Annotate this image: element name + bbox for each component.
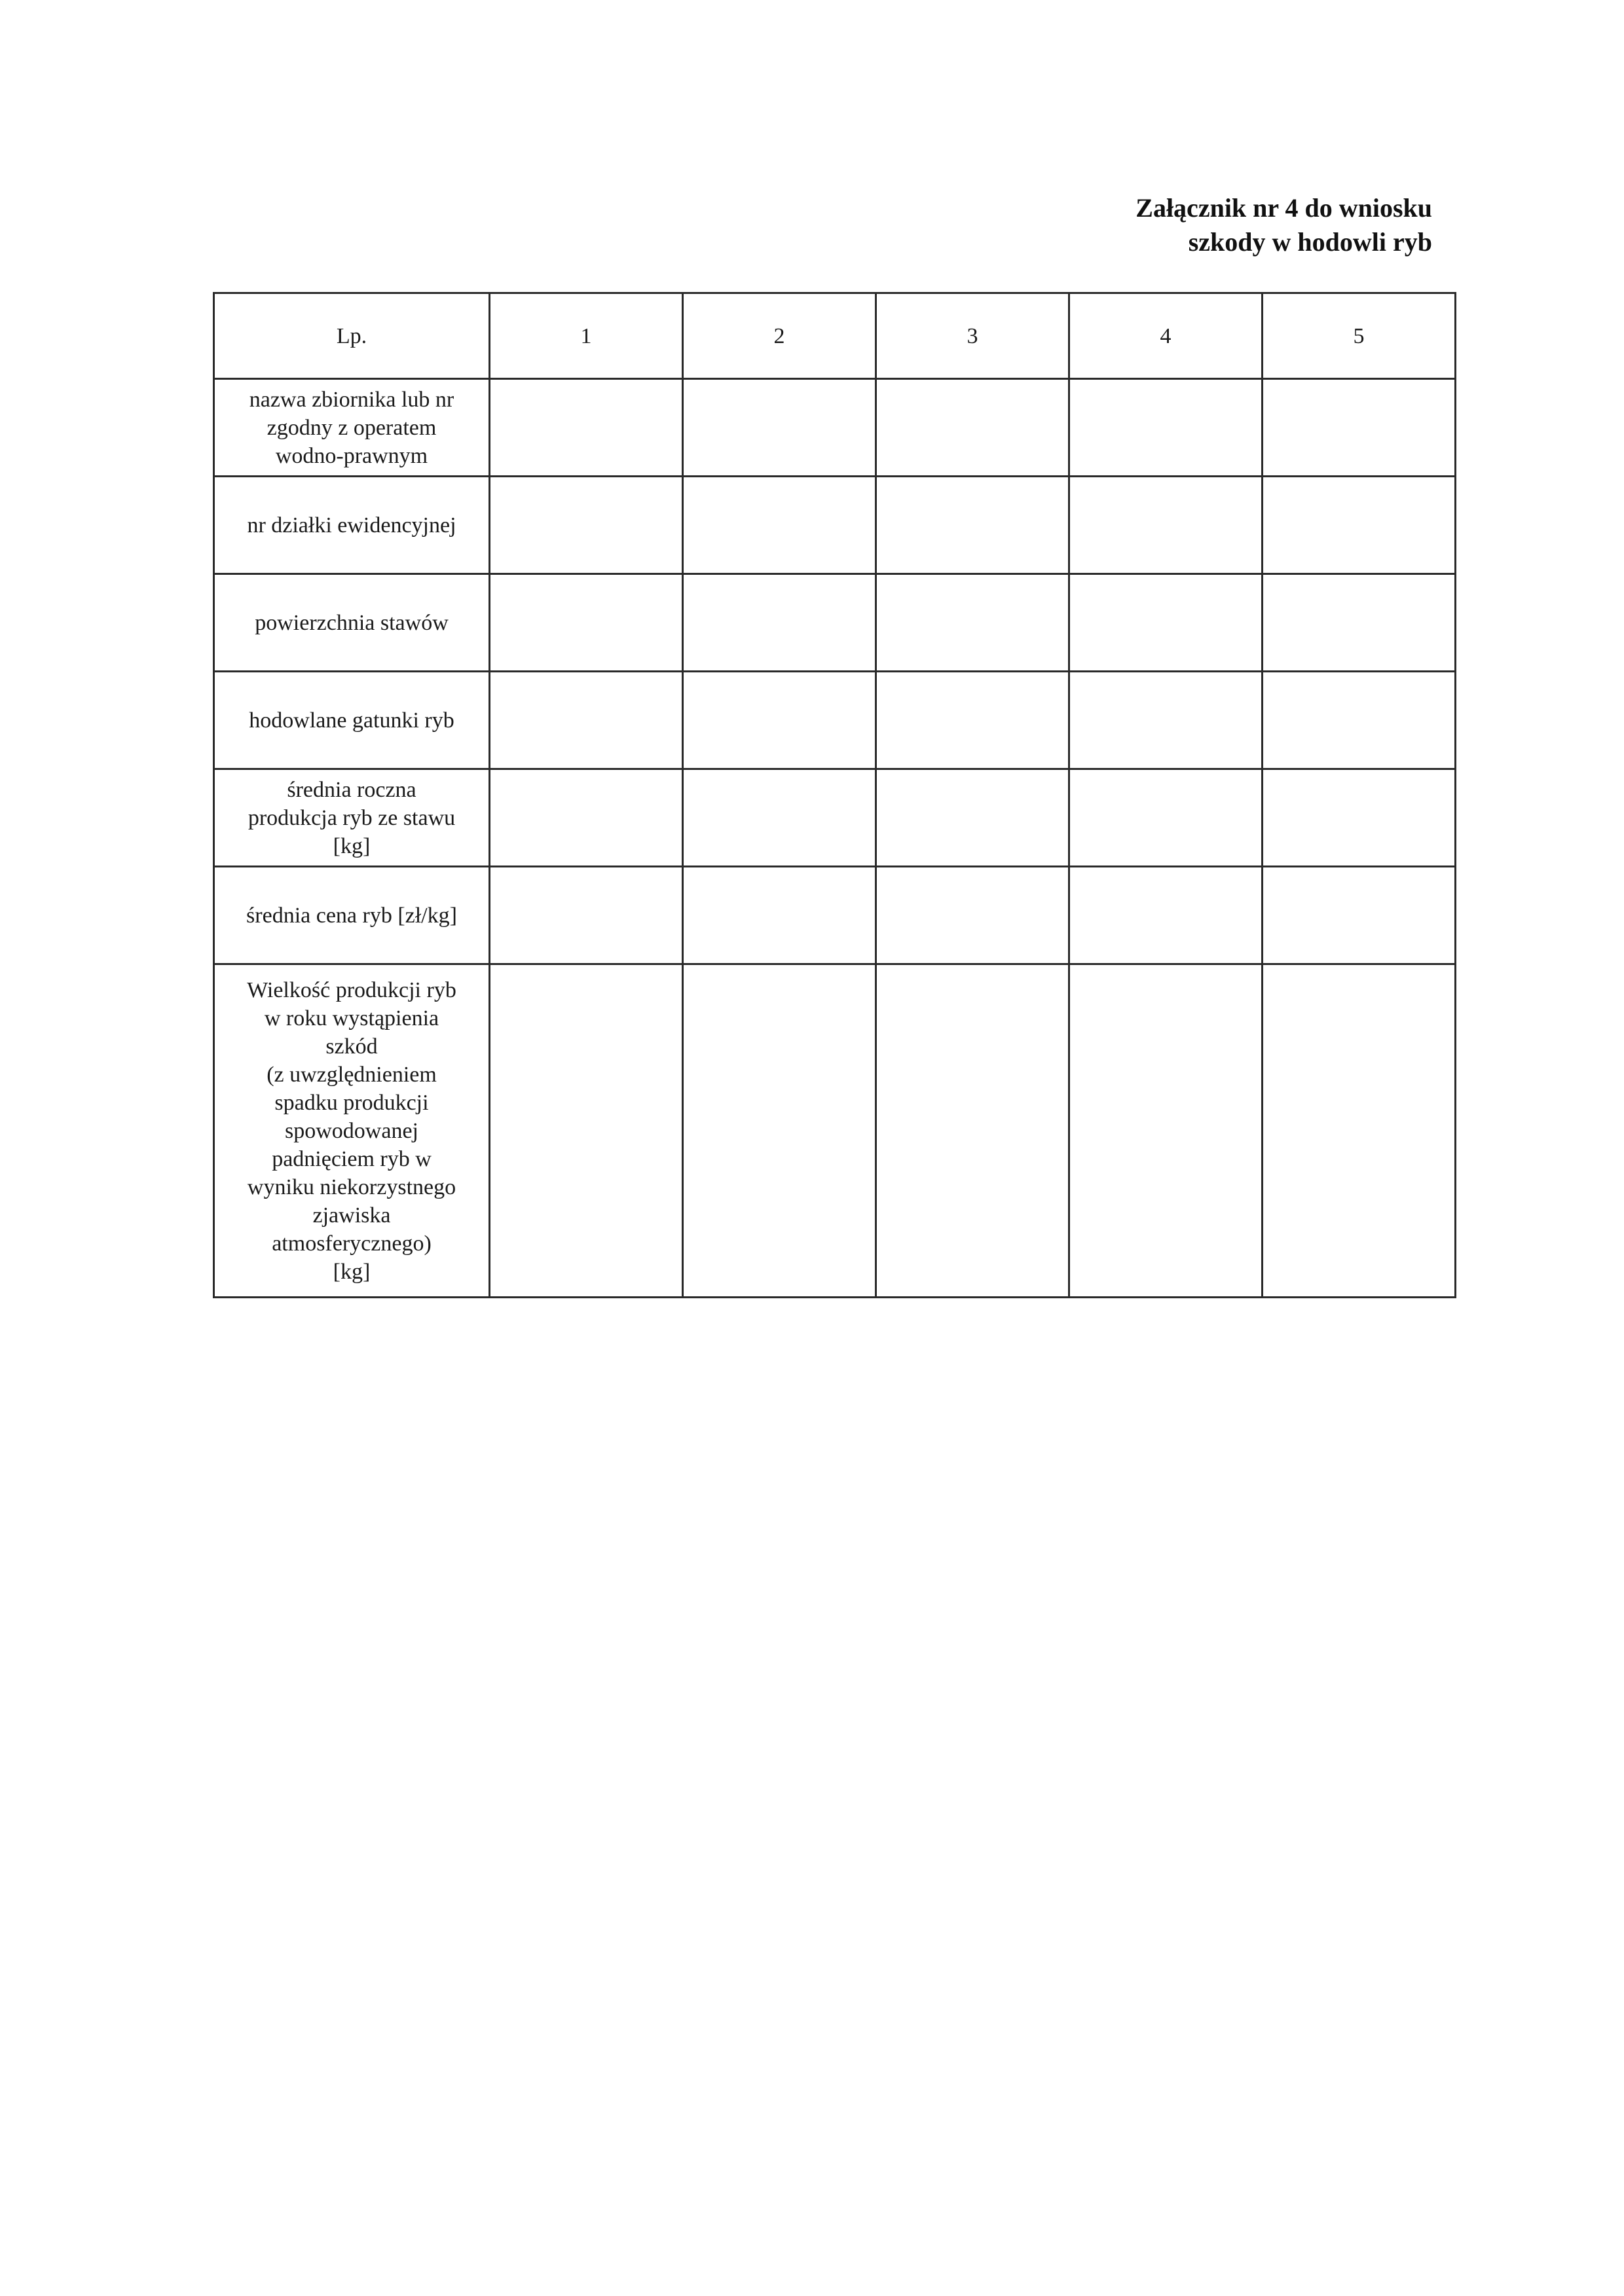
table-cell[interactable] [1069,672,1263,769]
table-cell[interactable] [683,477,876,574]
row-label-fish-species: hodowlane gatunki ryb [214,672,490,769]
table-row [214,672,1456,769]
table-cell[interactable] [1263,379,1456,477]
table-cell[interactable] [876,672,1069,769]
table-cell[interactable] [876,964,1069,1298]
table-cell[interactable] [490,867,683,964]
table-cell[interactable] [683,379,876,477]
table-cell[interactable] [1069,379,1263,477]
table-cell[interactable] [1263,769,1456,867]
table-row [214,867,1456,964]
table-cell[interactable] [1263,574,1456,672]
table-row [214,477,1456,574]
column-header-2: 2 [683,293,876,379]
table-cell[interactable] [876,574,1069,672]
fish-farm-damage-table [213,292,1456,1298]
table-cell[interactable] [1069,477,1263,574]
column-header-5: 5 [1263,293,1456,379]
table-row [214,379,1456,477]
table-cell[interactable] [1069,769,1263,867]
row-label-average-price: średnia cena ryb [zł/kg] [214,867,490,964]
table-cell[interactable] [876,477,1069,574]
row-label-annual-production: średnia roczna produkcja ryb ze stawu [kg] [214,769,490,867]
table-cell[interactable] [1263,672,1456,769]
row-label-production-in-damage-year: Wielkość produkcji ryb w roku wystąpienia szkód (z uwzględnieniem spadku produkcji spowodowanej padnięciem ryb w wyniku niekorzystnego zjawiska atmosferycznego) [kg] [214,964,490,1298]
table-cell[interactable] [683,672,876,769]
row-label-reservoir-name: nazwa zbiornika lub nr zgodny z operatem wodno-prawnym [214,379,490,477]
table-cell[interactable] [683,769,876,867]
table-cell[interactable] [683,867,876,964]
table-cell[interactable] [683,964,876,1298]
table-cell[interactable] [1263,964,1456,1298]
table-cell[interactable] [490,477,683,574]
attachment-header [1135,191,1432,259]
table-cell[interactable] [876,867,1069,964]
table-row [214,769,1456,867]
table-cell[interactable] [876,769,1069,867]
table-cell[interactable] [1069,574,1263,672]
table-cell[interactable] [1263,867,1456,964]
table-cell[interactable] [683,574,876,672]
column-header-4: 4 [1069,293,1263,379]
table-cell[interactable] [1263,477,1456,574]
column-header-lp: Lp. [214,293,490,379]
table-cell[interactable] [490,574,683,672]
table-cell[interactable] [876,379,1069,477]
table-cell[interactable] [490,964,683,1298]
row-label-pond-area: powierzchnia stawów [214,574,490,672]
table-cell[interactable] [490,672,683,769]
attachment-title: Załącznik nr 4 do wniosku [1135,193,1432,223]
table-row [214,574,1456,672]
table-cell[interactable] [1069,964,1263,1298]
table-cell[interactable] [490,769,683,867]
attachment-subtitle: szkody w hodowli ryb [1188,227,1432,257]
table-row [214,964,1456,1298]
column-header-1: 1 [490,293,683,379]
table-cell[interactable] [490,379,683,477]
table-cell[interactable] [1069,867,1263,964]
column-header-3: 3 [876,293,1069,379]
row-label-plot-number: nr działki ewidencyjnej [214,477,490,574]
table-header-row [214,293,1456,379]
